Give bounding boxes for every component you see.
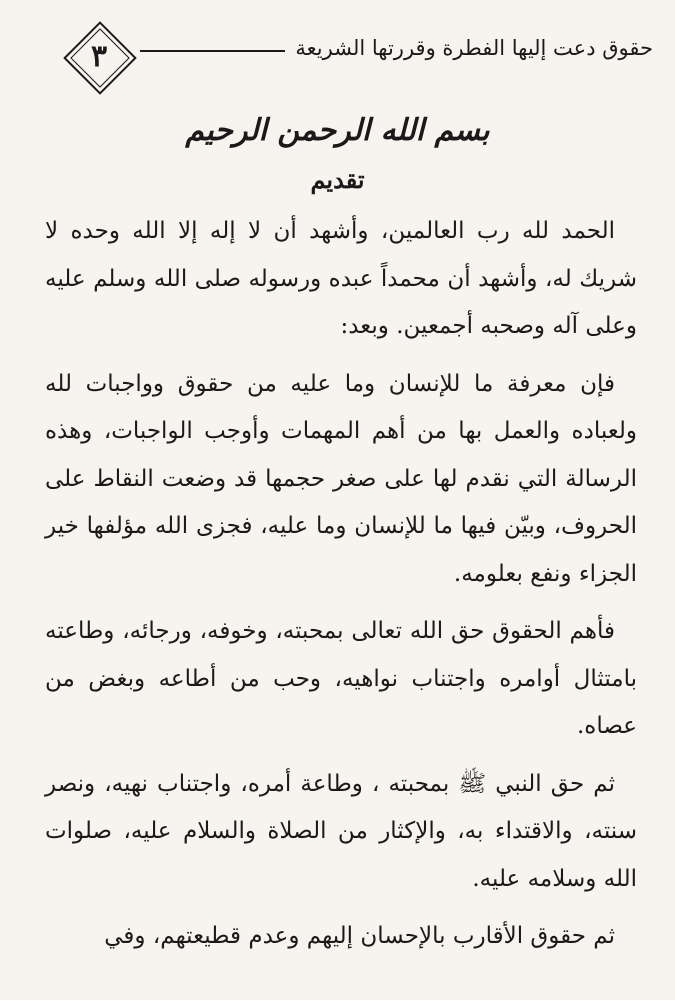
running-title: حقوق دعت إليها الفطرة وقررتها الشريعة bbox=[295, 36, 653, 60]
paragraph: ثم حقوق الأقارب بالإحسان إليهم وعدم قطيعتهم، وفي bbox=[104, 923, 615, 949]
paragraph: الحمد لله رب العالمين، وأشهد أن لا إله إلا الله وحده لا شريك له، وأشهد أن محمداً عبده ورسوله صلى الله وسلم عليه وعلى آله وصحبه أجمعين. وبعد: bbox=[45, 218, 637, 339]
section-title: تقديم bbox=[310, 165, 365, 194]
paragraph: ثم حق النبي ﷺ بمحبته ، وطاعة أمره، واجتناب نهيه، ونصر سنته، والاقتداء به، والإكثار من الصلاة والسلام عليه، صلوات الله وسلامه عليه. bbox=[45, 770, 637, 892]
paragraph: فإن معرفة ما للإنسان وما عليه من حقوق وواجبات لله ولعباده والعمل بها من أهم المهمات وأوجب الواجبات، وهذه الرسالة التي نقدم لها على صغر حجمها قد وضعت النقاط على الحروف، وبيّن فيها ما للإنسان وما عليه، فجزى الله مؤلفها خير الجزاء ونفع بعلومه. bbox=[45, 370, 637, 587]
page-header bbox=[0, 0, 675, 110]
page-number: ٣ bbox=[90, 39, 108, 74]
header-rule bbox=[140, 50, 285, 52]
page-number-badge bbox=[64, 22, 134, 92]
basmala: بسم الله الرحمن الرحيم bbox=[185, 113, 490, 148]
body-text bbox=[45, 208, 637, 971]
paragraph: فأهم الحقوق حق الله تعالى بمحبته، وخوفه، ورجائه، وطاعته بامتثال أوامره واجتناب نواهيه، وحب من أطاعه وبغض من عصاه. bbox=[45, 618, 637, 739]
